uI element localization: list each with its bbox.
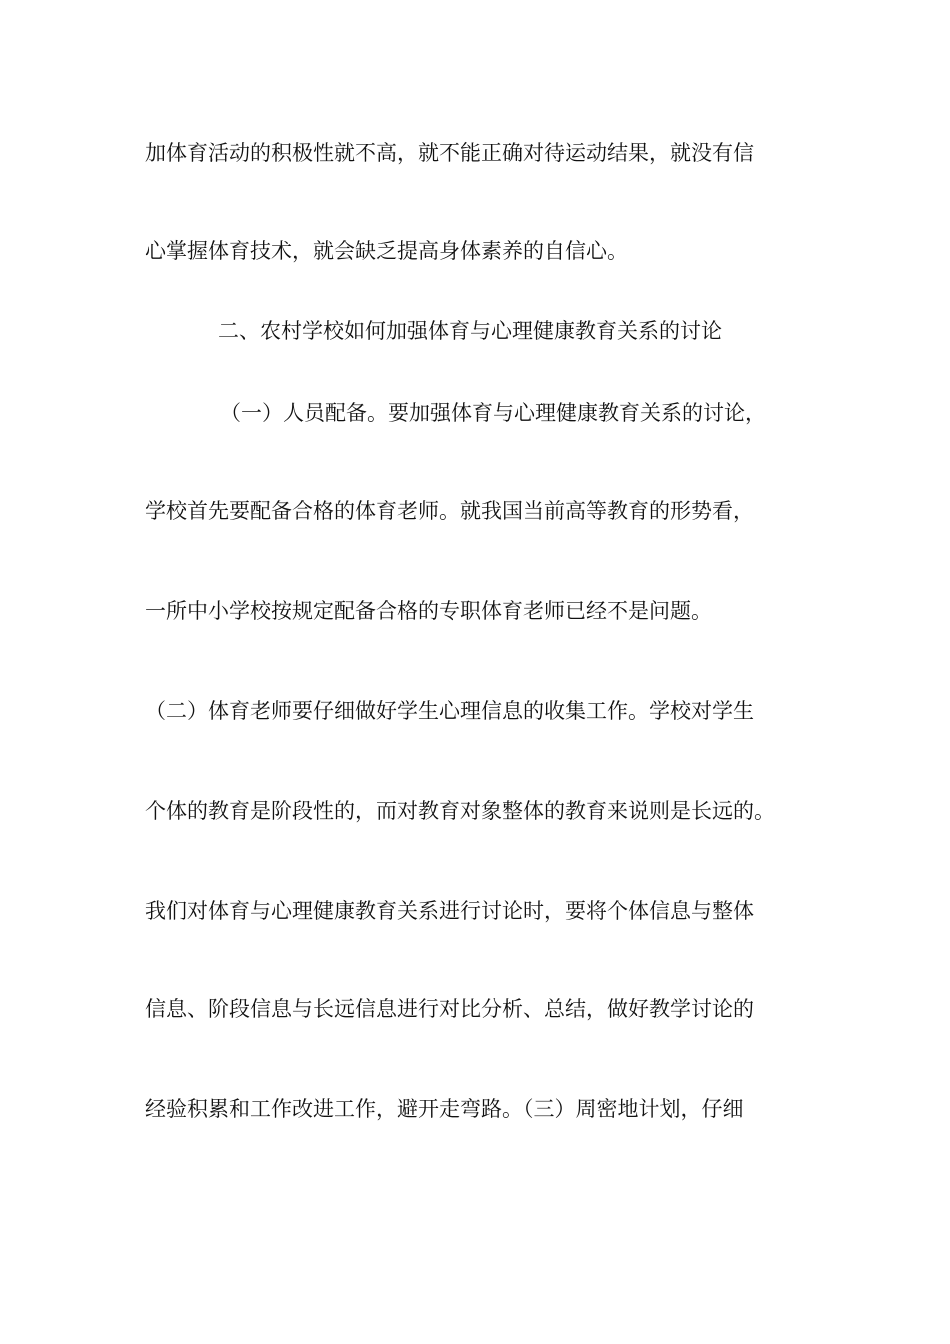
subsection-line: （一）人员配备。要加强体育与心理健康教育关系的讨论， [220, 401, 766, 425]
body-text-line: 加体育活动的积极性就不高，就不能正确对待运动结果，就没有信 [145, 141, 754, 165]
body-text-line: 心掌握体育技术，就会缺乏提高身体素养的自信心。 [145, 239, 628, 263]
body-text-line: 一所中小学校按规定配备合格的专职体育老师已经不是问题。 [145, 599, 712, 623]
body-text-line: 学校首先要配备合格的体育老师。就我国当前高等教育的形势看， [145, 499, 754, 523]
section-heading: 二、农村学校如何加强体育与心理健康教育关系的讨论 [218, 319, 722, 343]
body-text-line: 信息、阶段信息与长远信息进行对比分析、总结，做好教学讨论的 [145, 997, 754, 1021]
body-text-line: （二）体育老师要仔细做好学生心理信息的收集工作。学校对学生 [145, 699, 754, 723]
body-text-line: 我们对体育与心理健康教育关系进行讨论时，要将个体信息与整体 [145, 899, 754, 923]
body-text-line: 经验积累和工作改进工作，避开走弯路。（三）周密地计划，仔细 [145, 1097, 744, 1121]
body-text-line: 个体的教育是阶段性的，而对教育对象整体的教育来说则是长远的。 [145, 799, 775, 823]
